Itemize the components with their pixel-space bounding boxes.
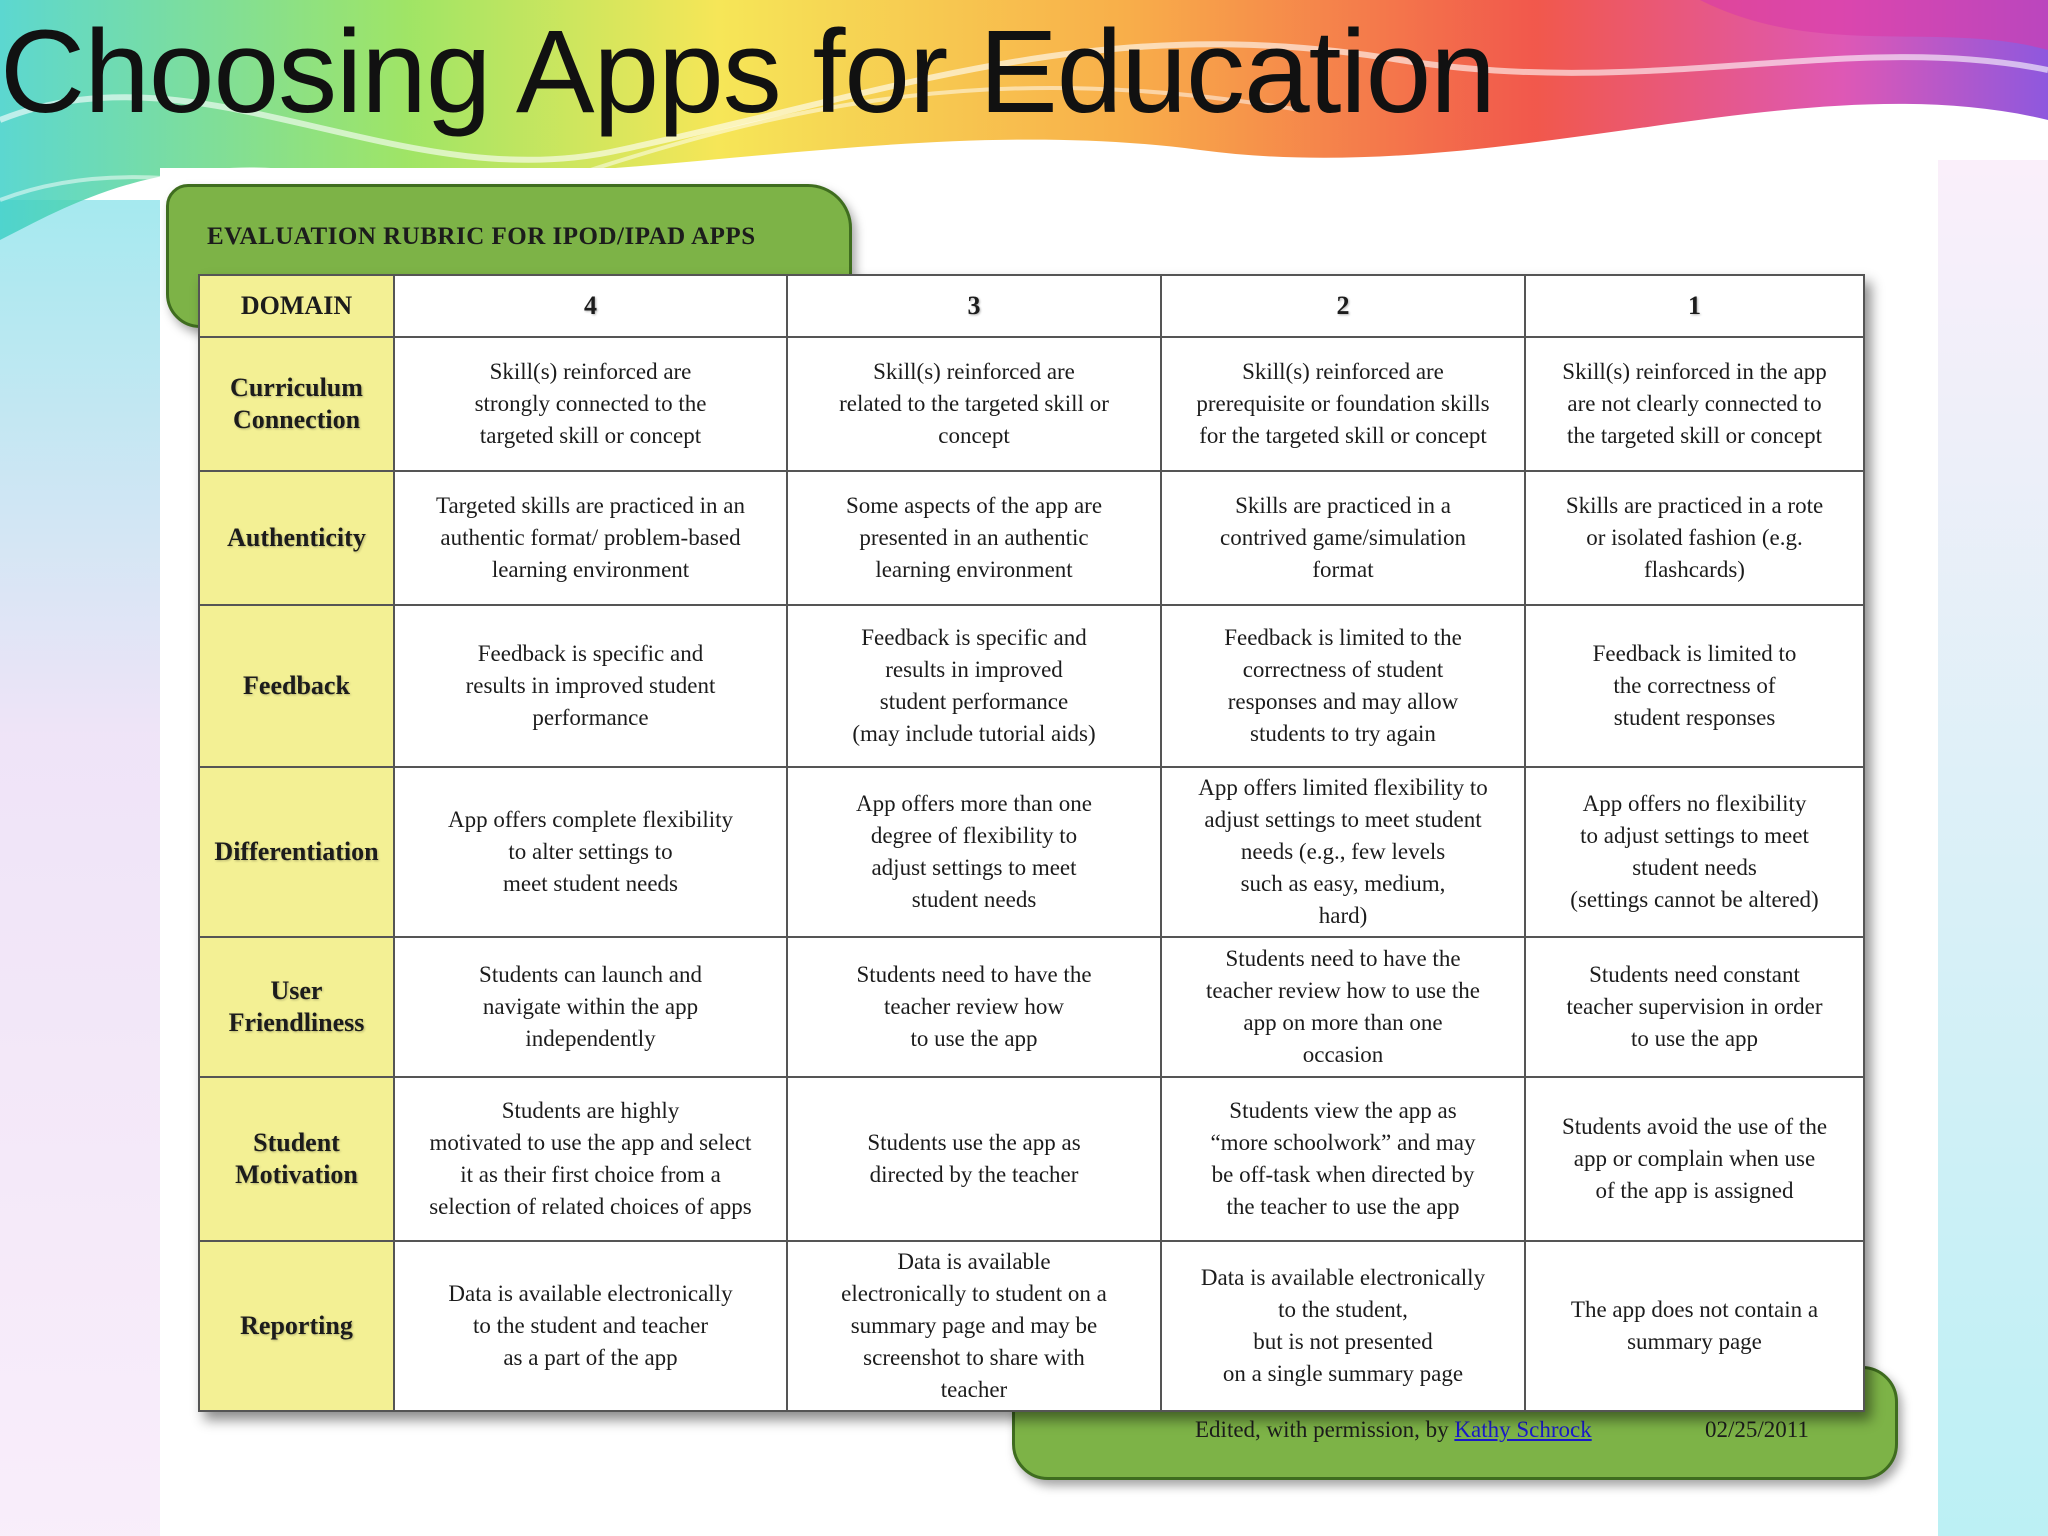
table-cell: App offers no flexibility to adjust settings to meet student needs (settings cannot be altered) xyxy=(1525,767,1864,937)
table-cell: Feedback is limited to the correctness of student responses xyxy=(1525,605,1864,767)
table-cell: Students view the app as “more schoolwork” and may be off-task when directed by the teacher to use the app xyxy=(1161,1077,1525,1241)
table-cell: Targeted skills are practiced in an authentic format/ problem-based learning environment xyxy=(394,471,787,605)
column-header-score-1: 1 xyxy=(1525,275,1864,337)
table-cell: Data is available electronically to the student and teacher as a part of the app xyxy=(394,1241,787,1411)
table-cell: Feedback is limited to the correctness of student responses and may allow students to try again xyxy=(1161,605,1525,767)
table-cell: The app does not contain a summary page xyxy=(1525,1241,1864,1411)
table-cell: Feedback is specific and results in improved student performance (may include tutorial aids) xyxy=(787,605,1161,767)
domain-cell: Authenticity xyxy=(199,471,394,605)
credit-edited-date: 02/25/2011 xyxy=(1705,1417,1809,1442)
column-header-score-3: 3 xyxy=(787,275,1161,337)
table-cell: Students use the app as directed by the teacher xyxy=(787,1077,1161,1241)
table-cell: App offers more than one degree of flexibility to adjust settings to meet student needs xyxy=(787,767,1161,937)
table-cell: Skills are practiced in a contrived game/simulation format xyxy=(1161,471,1525,605)
table-cell: Some aspects of the app are presented in an authentic learning environment xyxy=(787,471,1161,605)
table-cell: Skill(s) reinforced are related to the targeted skill or concept xyxy=(787,337,1161,471)
column-header-domain: DOMAIN xyxy=(199,275,394,337)
table-cell: Students are highly motivated to use the app and select it as their first choice from a selection of related choices of apps xyxy=(394,1077,787,1241)
column-header-score-4: 4 xyxy=(394,275,787,337)
rubric-heading: EVALUATION RUBRIC FOR IPOD/IPAD APPS xyxy=(207,223,756,250)
credit-edited-prefix: Edited, with permission, by xyxy=(1195,1417,1449,1442)
table-cell: Skill(s) reinforced in the app are not clearly connected to the targeted skill or concept xyxy=(1525,337,1864,471)
table-row xyxy=(199,605,1864,767)
table-cell: Skill(s) reinforced are strongly connected to the targeted skill or concept xyxy=(394,337,787,471)
domain-cell: Curriculum Connection xyxy=(199,337,394,471)
table-row xyxy=(199,337,1864,471)
credit-edited-line xyxy=(1195,1417,1592,1443)
table-row xyxy=(199,1241,1864,1411)
table-cell: App offers complete flexibility to alter settings to meet student needs xyxy=(394,767,787,937)
table-cell: App offers limited flexibility to adjust settings to meet student needs (e.g., few levels such as easy, medium, hard) xyxy=(1161,767,1525,937)
domain-cell: Feedback xyxy=(199,605,394,767)
table-cell: Students avoid the use of the app or complain when use of the app is assigned xyxy=(1525,1077,1864,1241)
domain-cell: Student Motivation xyxy=(199,1077,394,1241)
table-cell: Skills are practiced in a rote or isolated fashion (e.g. flashcards) xyxy=(1525,471,1864,605)
table-cell: Students need constant teacher supervision in order to use the app xyxy=(1525,937,1864,1077)
table-cell: Data is available electronically to the student, but is not presented on a single summary page xyxy=(1161,1241,1525,1411)
credit-editor-link[interactable]: Kathy Schrock xyxy=(1454,1417,1592,1442)
table-cell: Students need to have the teacher review how to use the app on more than one occasion xyxy=(1161,937,1525,1077)
slide-title: Choosing Apps for Education xyxy=(0,6,1495,138)
table-cell: Data is available electronically to student on a summary page and may be screenshot to share with teacher xyxy=(787,1241,1161,1411)
table-cell: Students need to have the teacher review how to use the app xyxy=(787,937,1161,1077)
table-row xyxy=(199,937,1864,1077)
table-cell: Feedback is specific and results in improved student performance xyxy=(394,605,787,767)
table-cell: Skill(s) reinforced are prerequisite or foundation skills for the targeted skill or concept xyxy=(1161,337,1525,471)
table-cell: Students can launch and navigate within the app independently xyxy=(394,937,787,1077)
rubric-panel xyxy=(160,168,1938,1500)
column-header-score-2: 2 xyxy=(1161,275,1525,337)
header-row xyxy=(199,275,1864,337)
domain-cell: Differentiation xyxy=(199,767,394,937)
rubric-table xyxy=(198,274,1865,1412)
table-row xyxy=(199,767,1864,937)
table-row xyxy=(199,1077,1864,1241)
domain-cell: User Friendliness xyxy=(199,937,394,1077)
table-row xyxy=(199,471,1864,605)
domain-cell: Reporting xyxy=(199,1241,394,1411)
